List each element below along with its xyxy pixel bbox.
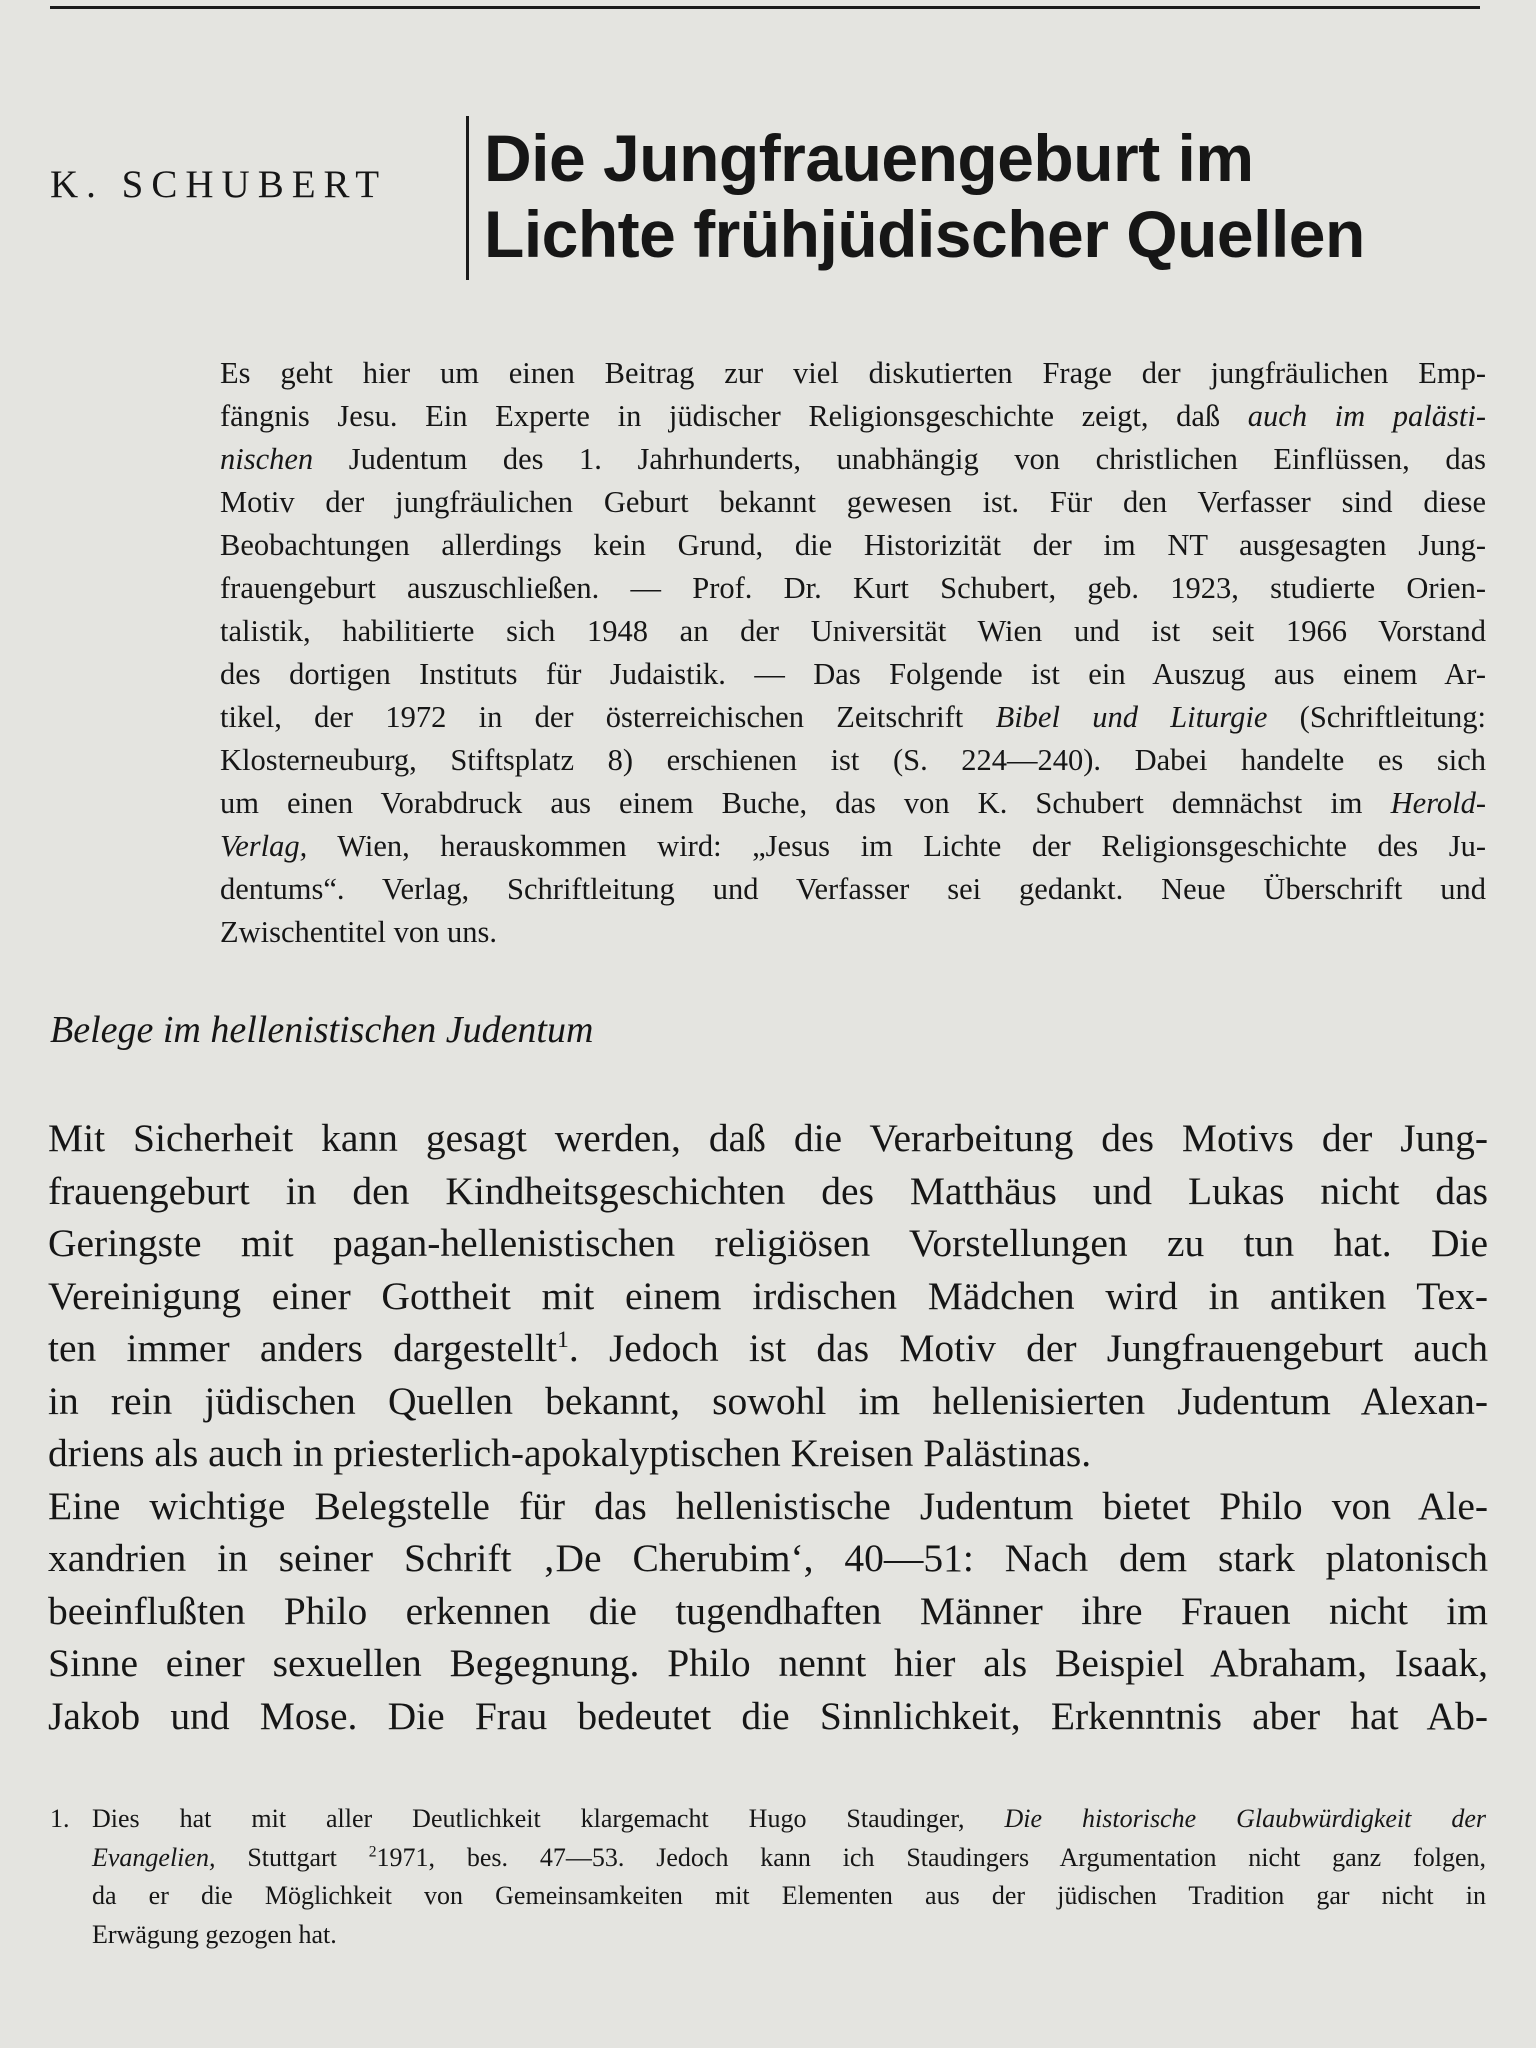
abstract-line: tikel, der 1972 in der österreichischen Zeitschrift Bibel und Liturgie (Schriftleitung: — [220, 700, 1487, 734]
title-line-1: Die Jungfrauengeburt im — [484, 121, 1254, 195]
footnote-line: da er die Möglichkeit von Gemeinsamkeiten mit Elementen aus der jüdischen Tradition gar nicht in — [92, 1881, 1486, 1910]
footnote — [50, 1800, 1486, 1954]
publisher-name: Herold- — [1390, 786, 1487, 820]
journal-title: Bibel und Liturgie — [995, 700, 1268, 734]
abstract-line: Zwischentitel von uns. — [220, 915, 498, 949]
abstract-line: Motiv der jungfräulichen Geburt bekannt gewesen ist. Für den Verfasser sind diese — [220, 485, 1486, 519]
body-line: in rein jüdischen Quellen bekannt, sowohl im hellenisierten Judentum Alexan- — [48, 1378, 1488, 1423]
abstract-emphasis: nischen — [220, 442, 314, 476]
body-line: xandrien in seiner Schrift ‚De Cherubim‘, 40—51: Nach dem stark platonisch — [48, 1536, 1488, 1580]
title-divider — [466, 116, 469, 280]
article-title — [484, 120, 1494, 272]
section-heading: Belege im hellenistischen Judentum — [50, 1009, 594, 1051]
footnote-line: Erwägung gezogen hat. — [92, 1919, 337, 1949]
body-line: ten immer anders dargestellt$^1$. Jedoch ist das Motiv der Jungfrauengeburt auch — [48, 1326, 1488, 1370]
publisher-name: Verlag, — [220, 829, 308, 863]
edition-marker: 2 — [368, 1842, 377, 1860]
body-line: frauengeburt in den Kindheitsgeschichten des Matthäus und Lukas nicht das — [48, 1168, 1488, 1213]
footnote-line: Evangelien, Stuttgart $^2$1971, bes. 47—53. Jedoch kann ich Staudingers Argumentation nicht ganz folgen, — [92, 1842, 1487, 1872]
body-line: Sinne einer sexuellen Begegnung. Philo nennt hier als Beispiel Abraham, Isaak, — [48, 1641, 1488, 1685]
abstract-line: Verlag, Wien, herauskommen wird: „Jesus im Lichte der Religionsgeschichte des Ju- — [220, 829, 1487, 863]
abstract — [220, 352, 1486, 954]
body-line: Geringste mit pagan-hellenistischen religiösen Vorstellungen zu tun hat. Die — [48, 1221, 1488, 1265]
body-line: Mit Sicherheit kann gesagt werden, daß die Verarbeitung des Motivs der Jung- — [48, 1116, 1488, 1160]
abstract-line: Klosterneuburg, Stiftsplatz 8) erschienen ist (S. 224—240). Dabei handelte es sich — [220, 743, 1486, 777]
footnote-line: 1. Dies hat mit aller Deutlichkeit klargemacht Hugo Staudinger, Die historische Glaubwürdigkeit der — [50, 1800, 1486, 1839]
body-line: Eine wichtige Belegstelle für das hellenistische Judentum bietet Philo von Ale- — [48, 1483, 1488, 1528]
abstract-line: des dortigen Instituts für Judaistik. — Das Folgende ist ein Auszug aus einem Ar- — [220, 657, 1486, 691]
abstract-line: dentums“. Verlag, Schriftleitung und Verfasser sei gedankt. Neue Überschrift und — [220, 872, 1486, 906]
abstract-line: nischen Judentum des 1. Jahrhunderts, unabhängig von christlichen Einflüssen, das — [220, 442, 1486, 476]
abstract-line: um einen Vorabdruck aus einem Buche, das von K. Schubert demnächst im Herold- — [220, 786, 1487, 820]
footnote-number: 1. — [50, 1804, 70, 1833]
cited-book-title: Die historische Glaubwürdigkeit der — [1004, 1804, 1486, 1833]
body-line: Vereinigung einer Gottheit mit einem irdischen Mädchen wird in antiken Tex- — [48, 1273, 1488, 1318]
body-line: Jakob und Mose. Die Frau bedeutet die Sinnlichkeit, Erkenntnis aber hat Ab- — [48, 1693, 1488, 1738]
abstract-line: talistik, habilitierte sich 1948 an der Universität Wien und ist seit 1966 Vorstand — [220, 614, 1486, 648]
abstract-line: fängnis Jesu. Ein Experte in jüdischer Religionsgeschichte zeigt, daß auch im palästi- — [220, 399, 1486, 433]
top-rule — [50, 6, 1480, 9]
body-line: driens als auch in priesterlich-apokalyptischen Kreisen Palästinas. — [48, 1431, 1092, 1475]
abstract-line: Beobachtungen allerdings kein Grund, die Historizität der im NT ausgesagten Jung- — [220, 528, 1486, 562]
title-line-2: Lichte frühjüdischer Quellen — [484, 197, 1365, 271]
body-text — [48, 1112, 1488, 1742]
cited-book-title: Evangelien, — [92, 1842, 216, 1872]
abstract-emphasis: auch im palästi- — [1247, 399, 1486, 433]
author-name: K. SCHUBERT — [50, 163, 388, 206]
footnote-marker: 1 — [556, 1326, 569, 1353]
abstract-line: Es geht hier um einen Beitrag zur viel diskutierten Frage der jungfräulichen Emp- — [220, 356, 1486, 390]
body-line: beeinflußten Philo erkennen die tugendhaften Männer ihre Frauen nicht im — [48, 1588, 1488, 1633]
abstract-line: frauengeburt auszuschließen. — Prof. Dr. Kurt Schubert, geb. 1923, studierte Orien- — [220, 571, 1486, 605]
